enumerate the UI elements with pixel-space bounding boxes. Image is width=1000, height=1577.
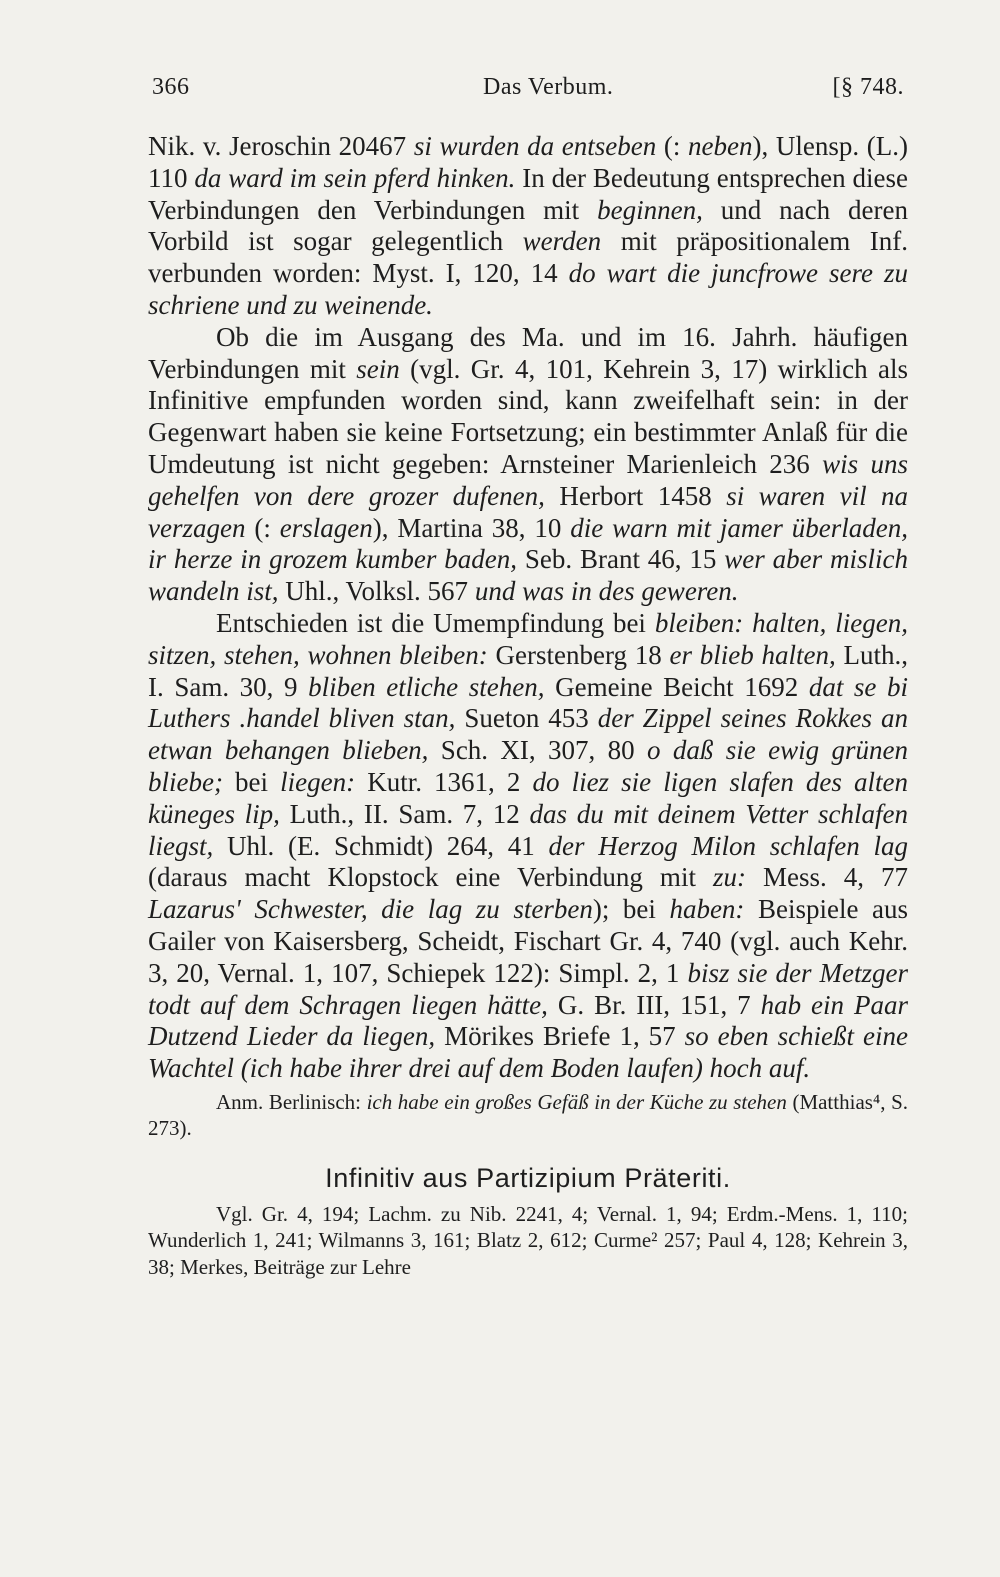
page-header [152, 74, 904, 114]
running-title: Das Verbum. [483, 74, 614, 100]
body-text [148, 131, 908, 1280]
paragraph-1: Nik. v. Jeroschin 20467 si wurden da entseben (: neben), Ulensp. (L.) 110 da ward im sein pferd hinken. In der Bedeutung entsprechen diese Verbindungen den Verbindungen mit beginnen, und nach deren Vorbild ist sogar gelegentlich werden mit präpositionalem Inf. verbunden worden: Myst. I, 120, 14 do wart die juncfrowe sere zu schriene und zu weinende. [148, 131, 908, 320]
section-heading: Infinitiv aus Partizipium Präteriti. [325, 1162, 731, 1193]
paragraph-2: Ob die im Ausgang des Ma. und im 16. Jahrh. häufigen Verbindungen mit sein (vgl. Gr. 4, 101, Kehrein 3, 17) wirklich als Infinitive empfunden worden sind, kann zweifelhaft sein: in der Gegenwart haben sie keine Fortsetzung; ein bestimmter Anlaß für die Umdeutung ist nicht gegeben: Arnsteiner Marienleich 236 wis uns gehelfen von dere grozer dufenen, Herbort 1458 si waren vil na verzagen (: erslagen), Martina 38, 10 die warn mit jamer überladen, ir herze in grozem kumber baden, Seb. Brant 46, 15 wer aber mislich wandeln ist, Uhl., Volksl. 567 und was in des geweren. [148, 321, 909, 607]
paragraph-3: Entschieden ist die Umempfindung bei bleiben: halten, liegen, sitzen, stehen, wohnen bleiben: Gerstenberg 18 er blieb halten, Luth., I. Sam. 30, 9 bliben etliche stehen, Gemeine Beicht 1692 dat se bi Luthers .handel bliven stan, Sueton 453 der Zippel seines Rokkes an etwan behangen blieben, Sch. XI, 307, 80 o daß sie ewig grünen bliebe; bei liegen: Kutr. 1361, 2 do liez sie ligen slafen des alten küneges lip, Luth., II. Sam. 7, 12 das du mit deinem Vetter schlafen liegst, Uhl. (E. Schmidt) 264, 41 der Herzog Milon schlafen lag (daraus macht Klopstock eine Verbindung mit zu: Mess. 4, 77 Lazarus' Schwester, die lag zu sterben); bei haben: Beispiele aus Gailer von Kaisersberg, Scheidt, Fischart Gr. 4, 740 (vgl. auch Kehr. 3, 20, Vernal. 1, 107, Schiepek 122): Simpl. 2, 1 bisz sie der Metzger todt auf dem Schragen liegen hätte, G. Br. III, 151, 7 hab ein Paar Dutzend Lieder da liegen, Mörikes Briefe 1, 57 so eben schießt eine Wachtel (ich habe ihrer drei auf dem Boden laufen) hoch auf. [148, 607, 909, 1084]
annotation-note: Anm. Berlinisch: ich habe ein großes Gefäß in der Küche zu stehen (Matthias⁴, S. 273). [148, 1089, 909, 1140]
references-paragraph: Vgl. Gr. 4, 194; Lachm. zu Nib. 2241, 4; Vernal. 1, 94; Erdm.-Mens. 1, 110; Wunderlich 1, 241; Wilmanns 3, 161; Blatz 2, 612; Curme² 257; Paul 4, 128; Kehrein 3, 38; Merkes, Beiträge zur Lehre [148, 1201, 908, 1279]
page-number: 366 [152, 74, 190, 100]
section-number: [§ 748. [832, 74, 904, 100]
